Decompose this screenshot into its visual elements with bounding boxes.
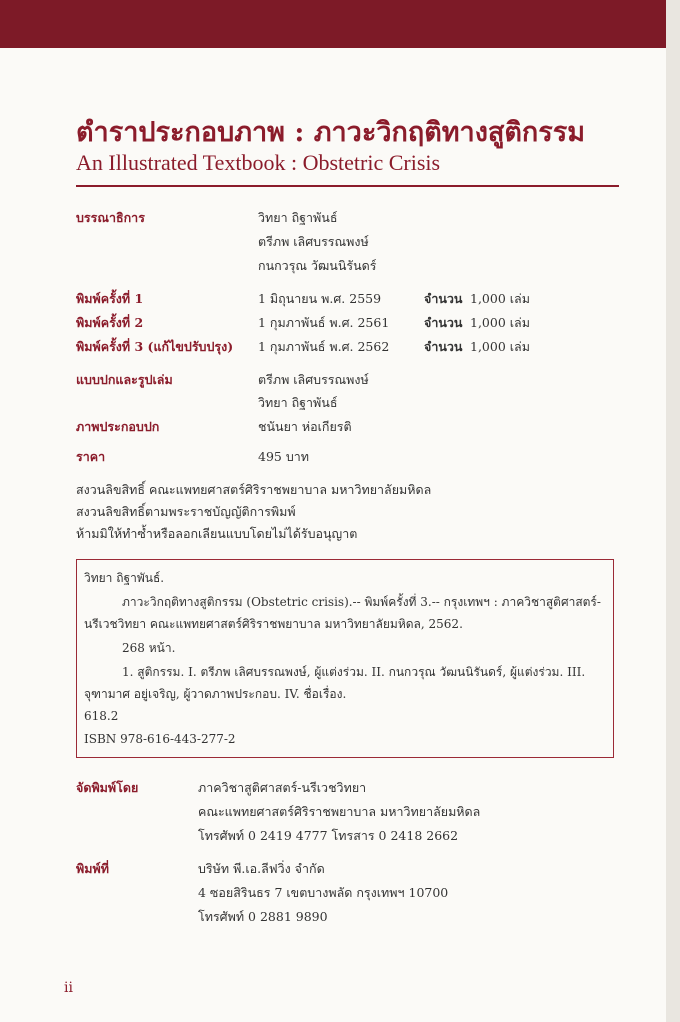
cip-line: ภาวะวิกฤติทางสูติกรรม (Obstetric crisis).-- พิมพ์ครั้งที่ 3.-- กรุงเทพฯ : ภาควิชาสูติศาสตร์- bbox=[122, 595, 601, 609]
cip-isbn: ISBN 978-616-443-277-2 bbox=[84, 732, 236, 746]
title-english: An Illustrated Textbook : Obstetric Crisis bbox=[76, 150, 441, 175]
cip-author: วิทยา ถิฐาพันธ์. bbox=[84, 571, 165, 585]
cover-artist-name: ชนันยา ห่อเกียรติ bbox=[258, 419, 352, 434]
page-number: ii bbox=[64, 980, 73, 996]
cip-subjects: 1. สูติกรรม. I. ตรีภพ เลิศบรรณพงษ์, ผู้แต่งร่วม. II. กนกวรุณ วัฒนนิรันดร์, ผู้แต่งร่วม. III. bbox=[122, 665, 586, 679]
editor-name: วิทยา ถิฐาพันธ์ bbox=[258, 210, 338, 225]
cip-subjects: จุฑามาศ อยู่เจริญ, ผู้วาดภาพประกอบ. IV. ชื่อเรื่อง. bbox=[84, 687, 347, 701]
publisher-line: คณะแพทยศาสตร์ศิริราชพยาบาล มหาวิทยาลัยมหิดล bbox=[198, 804, 481, 819]
printing-date: 1 มิถุนายน พ.ศ. 2559 bbox=[258, 291, 382, 306]
cip-pages: 268 หน้า. bbox=[122, 641, 176, 655]
price-label: ราคา bbox=[76, 449, 106, 464]
printing-qty-label: จำนวน bbox=[424, 339, 463, 354]
publisher-line: ภาควิชาสูติศาสตร์-นรีเวชวิทยา bbox=[198, 780, 367, 795]
copyright-line: สงวนลิขสิทธิ์ตามพระราชบัญญัติการพิมพ์ bbox=[76, 504, 296, 519]
printing-qty: 1,000 เล่ม bbox=[470, 339, 530, 354]
printing-date: 1 กุมภาพันธ์ พ.ศ. 2562 bbox=[258, 339, 390, 354]
printing-label: พิมพ์ครั้งที่ 3 (แก้ไขปรับปรุง) bbox=[76, 339, 234, 354]
title-thai: ตำราประกอบภาพ : ภาวะวิกฤติทางสูติกรรม bbox=[76, 117, 586, 148]
designer-name: ตรีภพ เลิศบรรณพงษ์ bbox=[258, 372, 369, 387]
printing-qty-label: จำนวน bbox=[424, 291, 463, 306]
printing-label: พิมพ์ครั้งที่ 1 bbox=[76, 291, 144, 306]
design-label: แบบปกและรูปเล่ม bbox=[76, 372, 173, 387]
printing-qty: 1,000 เล่ม bbox=[470, 291, 530, 306]
publisher-line: โทรศัพท์ 0 2419 4777 โทรสาร 0 2418 2662 bbox=[198, 828, 459, 843]
printer-line: โทรศัพท์ 0 2881 9890 bbox=[198, 909, 328, 924]
cip-line: นรีเวชวิทยา คณะแพทยศาสตร์ศิริราชพยาบาล มหาวิทยาลัยมหิดล, 2562. bbox=[84, 617, 463, 631]
cover-art-label: ภาพประกอบปก bbox=[76, 419, 160, 434]
printing-qty: 1,000 เล่ม bbox=[470, 315, 530, 330]
editor-name: กนกวรุณ วัฒนนิรันดร์ bbox=[258, 258, 377, 273]
cataloging-box bbox=[76, 559, 614, 758]
copyright-line: ห้ามมิให้ทำซ้ำหรือลอกเลียนแบบโดยไม่ได้รับอนุญาต bbox=[76, 526, 358, 541]
price-value: 495 บาท bbox=[258, 449, 310, 464]
publisher-label: จัดพิมพ์โดย bbox=[76, 780, 139, 795]
printing-qty-label: จำนวน bbox=[424, 315, 463, 330]
printer-label: พิมพ์ที่ bbox=[76, 861, 109, 876]
designer-name: วิทยา ถิฐาพันธ์ bbox=[258, 395, 338, 410]
printing-date: 1 กุมภาพันธ์ พ.ศ. 2561 bbox=[258, 315, 390, 330]
printer-line: 4 ซอยสิรินธร 7 เขตบางพลัด กรุงเทพฯ 10700 bbox=[198, 885, 449, 900]
cip-class-number: 618.2 bbox=[84, 709, 119, 723]
printer-line: บริษัท พี.เอ.ลีฟวิ่ง จำกัด bbox=[198, 861, 325, 876]
printing-label: พิมพ์ครั้งที่ 2 bbox=[76, 315, 144, 330]
top-color-band bbox=[0, 0, 680, 48]
title-divider bbox=[76, 185, 619, 187]
editors-label: บรรณาธิการ bbox=[76, 210, 145, 225]
page-edge bbox=[666, 0, 680, 1022]
editor-name: ตรีภพ เลิศบรรณพงษ์ bbox=[258, 234, 369, 249]
copyright-line: สงวนลิขสิทธิ์ คณะแพทยศาสตร์ศิริราชพยาบาล มหาวิทยาลัยมหิดล bbox=[76, 482, 432, 497]
